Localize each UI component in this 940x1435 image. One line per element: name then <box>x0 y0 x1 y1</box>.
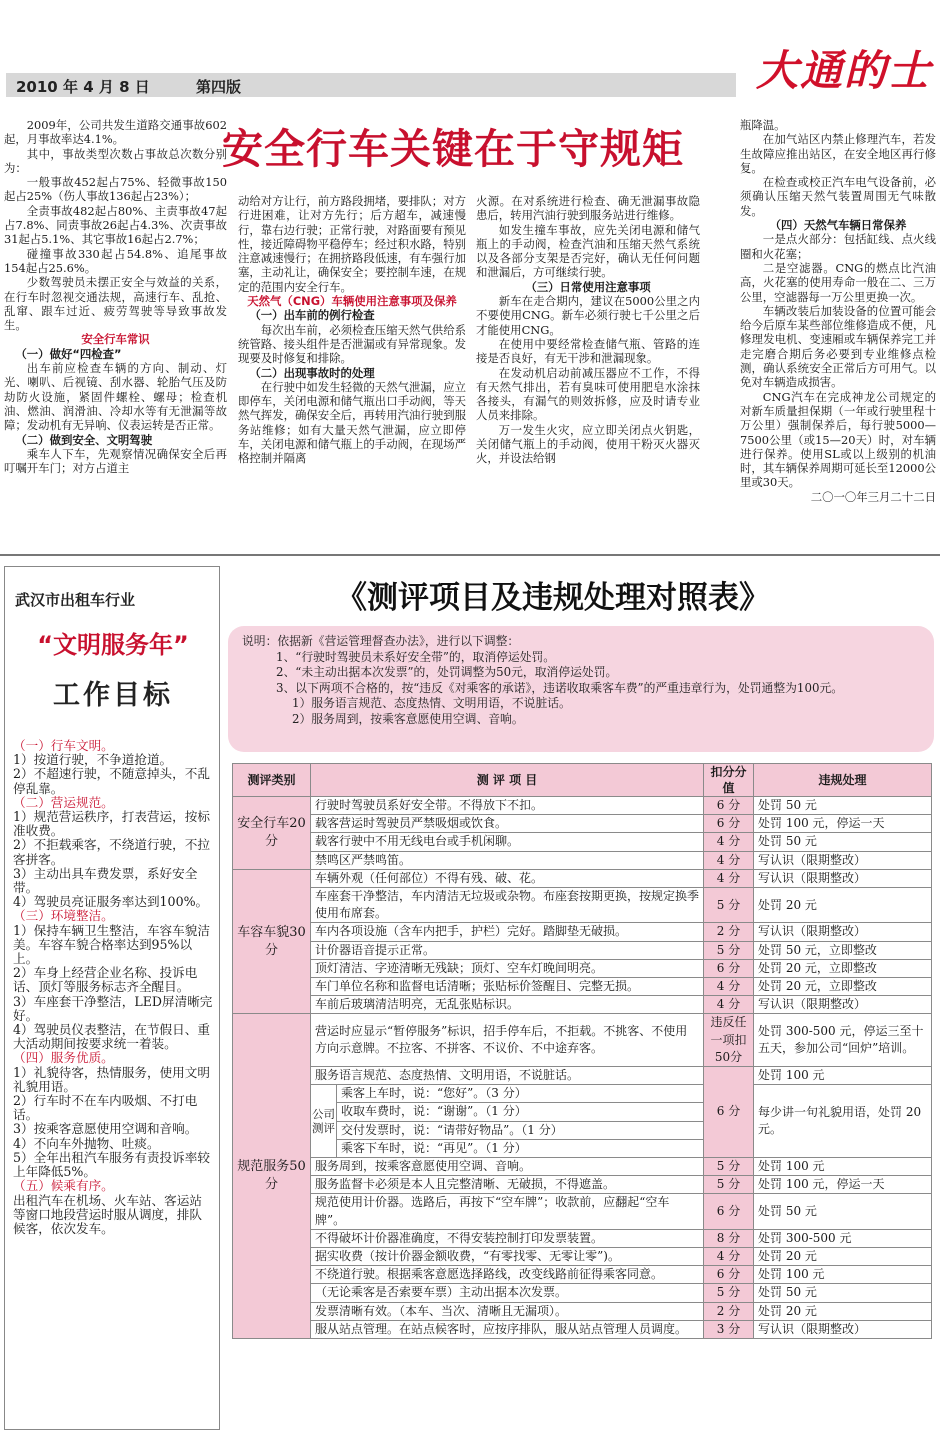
item-cell: 服务语言规范、态度热情、文明用语，不说脏话。 <box>311 1067 704 1085</box>
item-cell: 乘客上车时，说：“您好”。（3 分） <box>337 1085 704 1103</box>
item-cell: 发票清晰有效。（本车、当次、清晰且无漏项）。 <box>311 1302 704 1320</box>
penalty-cell: 处罚 20 元 <box>754 1248 932 1266</box>
table-row <box>233 833 932 851</box>
paragraph: 车辆改装后加装设备的位置可能会给今后原车某些部位维修造成不便，凡修理发电机、变速厢或车辆保养完工并走完磨合期后务必要到专业维修点检测，确认系统安全正常后方可用气。以免对车辆造成损害。 <box>740 303 936 390</box>
masthead-logo: 大通的士 <box>755 46 932 95</box>
score-cell: 6 分 <box>704 1266 754 1284</box>
table-row <box>233 1176 932 1194</box>
item-cell: 车前后玻璃清洁明亮，无乱张贴标识。 <box>311 996 704 1014</box>
goal-item: 3）按乘客意愿使用空调和音响。 <box>13 1121 198 1137</box>
item-cell: 车辆外观（任何部位）不得有残、破、花。 <box>311 869 704 887</box>
item-cell: 收取车费时，说：“谢谢”。（1 分） <box>337 1103 704 1121</box>
table-row <box>233 1302 932 1320</box>
table-row <box>233 1284 932 1302</box>
penalty-cell: 处罚 20 元，立即整改 <box>754 959 932 977</box>
penalty-cell: 处罚 20 元 <box>754 888 932 923</box>
penalty-cell: 写认识（限期整改） <box>754 869 932 887</box>
sidebar-panel <box>4 566 220 1430</box>
score-cell: 6 分 <box>704 797 754 815</box>
goal-section-heading: （四）服务优质。 <box>13 1050 114 1066</box>
score-cell: 4 分 <box>704 833 754 851</box>
score-cell: 2 分 <box>704 1302 754 1320</box>
paragraph: 在使用中要经常检查储气瓶、管路的连接是否良好，有无干涉和泄漏现象。 <box>476 336 700 366</box>
paragraph: 如发生撞车事故，应先关闭电源和储气瓶上的手动阀，检查汽油和压缩天然气系统以及各部分支架是否完好，确认无任何问题和泄漏后，方可继续行驶。 <box>476 222 700 280</box>
category-cell: 安全行车20分 <box>233 797 311 870</box>
article-column-4 <box>740 118 936 550</box>
paragraph: 其中，事故类型次数占事故总次数分别为： <box>4 146 227 175</box>
table-row <box>233 923 932 941</box>
penalty-cell: 处罚 100 元 <box>754 1266 932 1284</box>
paragraph: 少数驾驶员未摆正安全与效益的关系，在行车时忽视交通法规，高速行车、乱抢、乱窜、跟车过近、疲劳驾驶等导致事故发生。 <box>4 275 227 333</box>
item-cell: 车门单位名称和监督电话清晰；张贴标价签醒目、完整无损。 <box>311 978 704 996</box>
issue-date: 2010 年 4 月 8 日 <box>16 78 150 96</box>
table-row <box>233 1085 932 1103</box>
score-cell: 6 分 <box>704 1194 754 1229</box>
score-cell: 4 分 <box>704 1248 754 1266</box>
goal-section-heading: （二）营运规范。 <box>13 794 114 810</box>
sidebar-org: 武汉市出租车行业 <box>15 591 136 609</box>
goal-item: 4）不向车外抛物、吐痰。 <box>13 1135 160 1151</box>
item-cell: 不绕道行驶。根据乘客意愿选择路线，改变线路前征得乘客同意。 <box>311 1266 704 1284</box>
table-row <box>233 1266 932 1284</box>
section-divider <box>0 554 940 556</box>
goal-item: 1）规范营运秩序，打表营运，按标准收费。 <box>13 809 210 839</box>
item-cell: 规范使用计价器。选路后，再按下“空车牌”；收款前，应翻起“空车牌”。 <box>311 1194 704 1229</box>
paragraph: 乘车人下车，先观察情况确保安全后再叮嘱开车门；对方占道主 <box>4 446 227 476</box>
table-row <box>233 996 932 1014</box>
paragraph: 在检查或校正汽车电气设备前，必须确认压缩天然气装置周围无气味散发。 <box>740 175 936 218</box>
goal-item: 2）车身上经营企业名称、投诉电话、顶灯等服务标志齐全醒目。 <box>13 965 198 995</box>
penalty-cell: 处罚 50 元 <box>754 1284 932 1302</box>
table-row <box>233 1014 932 1067</box>
paragraph: 碰撞事故330起占54.8%、追尾事故154起占25.6%。 <box>4 246 227 275</box>
penalty-cell: 写认识（限期整改） <box>754 923 932 941</box>
score-cell: 5 分 <box>704 1158 754 1176</box>
paragraph: 万一发生火灾，应立即关闭点火钥匙，关闭储气瓶上的手动阀，使用干粉灭火器灭火，并设法给钢 <box>476 422 700 466</box>
score-cell: 2 分 <box>704 923 754 941</box>
paragraph: 在发动机启动前减压器应不工作，不得有天然气排出，若有臭味可使用肥皂水涂抹各接头，有漏气的则效拆修，应及时请专业人员来排除。 <box>476 365 700 423</box>
article-date: 二〇一〇年三月二十二日 <box>810 489 936 504</box>
date-bar <box>6 73 736 97</box>
penalty-cell: 处罚 300-500 元，停运三至十五天，参加公司“回炉”培训。 <box>754 1014 932 1067</box>
table-header-row <box>233 764 932 797</box>
article-column-3 <box>476 194 700 550</box>
score-cell: 违反任一项扣50分 <box>704 1014 754 1067</box>
score-cell: 5 分 <box>704 1176 754 1194</box>
paragraph: 2009年，公司共发生道路交通事故602起，月事故率达4.1%。 <box>4 118 227 147</box>
paragraph: 瓶降温。 <box>740 118 786 132</box>
table-row <box>233 978 932 996</box>
header-item: 测 评 项 目 <box>311 764 704 797</box>
penalty-cell: 处罚 300-500 元 <box>754 1229 932 1247</box>
note-line: 1）服务语言规范、态度热情、文明用语，不说脏话。 <box>292 696 571 711</box>
goal-item: 2）不超速行驶，不随意掉头，不乱停乱靠。 <box>13 766 210 796</box>
paragraph: 一般事故452起占75%、轻微事故150起占25%（伤人事故136起占23%）； <box>4 175 227 204</box>
score-cell: 4 分 <box>704 851 754 869</box>
table-row <box>233 888 932 923</box>
item-cell: 行驶时驾驶员系好安全带。不得放下不扣。 <box>311 797 704 815</box>
score-cell: 6 分 <box>704 959 754 977</box>
table-note <box>228 626 934 752</box>
goal-item: 1）保持车辆卫生整洁，车容车貌洁美。车容车貌合格率达到95%以上。 <box>13 922 210 967</box>
score-cell: 4 分 <box>704 869 754 887</box>
goal-item: 1）礼貌待客，热情服务，使用文明礼貌用语。 <box>13 1064 210 1094</box>
penalty-cell: 处罚 50 元 <box>754 1194 932 1229</box>
subsection-heading: （四）天然气车辆日常保养 <box>769 218 907 233</box>
paragraph: 全责事故482起占80%、主责事故47起占7.8%、同责事故26起占4.3%、次责事故31起占5.1%、其它事故16起占2.7%； <box>4 203 227 247</box>
penalty-cell: 处罚 20 元 <box>754 1302 932 1320</box>
subsection-heading: （三）日常使用注意事项 <box>525 279 651 294</box>
goal-section-heading: （一）行车文明。 <box>13 738 114 753</box>
article-column-2 <box>238 194 466 550</box>
item-cell: 载客行驶中不用无线电台或手机闲聊。 <box>311 833 704 851</box>
goal-item: 2）不拒载乘客，不绕道行驶，不拉客拼客。 <box>13 837 210 867</box>
penalty-cell: 处罚 50 元 <box>754 797 932 815</box>
penalty-cell: 处罚 100 元 <box>754 1158 932 1176</box>
goal-item: 4）驾驶员仪表整洁，在节假日、重大活动期间按要求统一着装。 <box>13 1022 210 1052</box>
header-category: 测评类别 <box>233 764 311 797</box>
page-number: 第四版 <box>196 78 242 96</box>
note-line: 2、“未主动出据本次发票”的，处罚调整为50元，取消停运处罚。 <box>276 665 618 680</box>
penalty-cell: 写认识（限期整改） <box>754 1320 932 1338</box>
item-cell: 乘客下车时，说：“再见”。（1 分） <box>337 1139 704 1157</box>
table-row <box>233 797 932 815</box>
score-cell: 4 分 <box>704 996 754 1014</box>
table-row <box>233 869 932 887</box>
item-cell: 顶灯清洁、字迹清晰无残缺；顶灯、空车灯晚间明亮。 <box>311 959 704 977</box>
goal-section-heading: （三）环境整洁。 <box>13 908 114 924</box>
paragraph: 在行驶中如发生轻微的天然气泄漏，应立即停车，关闭电源和储气瓶出口手动阀，等天然气挥发，确保安全后，再转用汽油行驶到服务站维修；如有大量天然气泄漏，应立即停车，关闭电源和储气瓶上的手动阀，在现场严格控制并隔离 <box>238 379 466 466</box>
score-cell: 8 分 <box>704 1229 754 1247</box>
sidebar-slogan: “文明服务年” <box>37 631 189 659</box>
item-cell: 车内各项设施（含车内把手，护栏）完好。踏脚垫无破损。 <box>311 923 704 941</box>
evaluation-table <box>232 763 932 1339</box>
item-cell: 服从站点管理。在站点候客时，应按序排队，服从站点管理人员调度。 <box>311 1320 704 1338</box>
table-row <box>233 1194 932 1229</box>
note-line: 3、以下两项不合格的，按“违反《对乘客的承诺》，违诺收取乘客车费”的严重违章行为，处罚通整为100元。 <box>276 680 844 695</box>
item-cell: 据实收费（按计价器金额收费，“有零找零、无零让零”)。 <box>311 1248 704 1266</box>
goal-item: 2）行车时不在车内吸烟、不打电话。 <box>13 1093 198 1123</box>
item-cell: 营运时应显示“暂停服务”标识，招手停车后，不拒载。不挑客、不使用方向示意牌。不拉客、不拼客、不议价、不中途弃客。 <box>311 1014 704 1067</box>
paragraph: 二是空滤器。CNG的燃点比汽油高，火花塞的使用寿命一般在二、三万公里，空滤器每一万公里更换一次。 <box>740 260 936 304</box>
paragraph: 每次出车前，必须检查压缩天然气供给系统管路、接头组件是否泄漏或有异常现象。发现要及时修复和排除。 <box>238 322 466 366</box>
table-row <box>233 959 932 977</box>
subsection-heading: （一）出车前的例行检查 <box>249 308 375 323</box>
item-cell: 服务监督卡必须是本人且完整清晰、无破损，不得遮盖。 <box>311 1176 704 1194</box>
subsection-heading: （二）出现事故时的处理 <box>249 365 375 380</box>
item-cell: 服务周到，按乘客意愿使用空调、音响。 <box>311 1158 704 1176</box>
paragraph: 出车前应检查车辆的方向、制动、灯光、喇叭、后视镜、刮水器、轮胎气压及防劫防火设施，紧固件螺栓、螺母；检查机油、燃油、润滑油、冷却水等有无泄漏等故障；发动机有无异响、仪表运转是否正常。 <box>4 361 227 433</box>
table-row <box>233 1067 932 1085</box>
header-penalty: 违规处理 <box>754 764 932 797</box>
score-cell: 5 分 <box>704 941 754 959</box>
item-cell: （无论乘客是否索要车票）主动出据本次发票。 <box>311 1284 704 1302</box>
goal-item: 出租汽车在机场、火车站、客运站等窗口地段营运时服从调度，排队候客，依次发车。 <box>13 1192 202 1236</box>
note-line: 说明：依据新《营运管理督查办法》，进行以下调整： <box>242 634 520 648</box>
goal-item: 3）车座套干净整洁，LED屏清晰完好。 <box>13 993 213 1023</box>
item-cell: 车座套干净整洁，车内清洁无垃圾或杂物。布座套按期更换，按规定换季使用布席套。 <box>311 888 704 923</box>
item-cell: 不得破坏计价器准确度，不得安装控制打印发票装置。 <box>311 1229 704 1247</box>
table-row <box>233 1158 932 1176</box>
penalty-cell: 每少讲一句礼貌用语，处罚 20 元。 <box>754 1085 932 1158</box>
category-cell: 车容车貌30分 <box>233 869 311 1014</box>
subcategory-cell: 公司测评 <box>311 1085 337 1158</box>
paragraph: 一是点火部分：包括缸线、点火线圈和火花塞； <box>740 232 936 261</box>
page-header <box>0 0 940 100</box>
item-cell: 禁鸣区严禁鸣笛。 <box>311 851 704 869</box>
score-cell: 5 分 <box>704 888 754 923</box>
score-cell: 4 分 <box>704 978 754 996</box>
score-cell: 5 分 <box>704 1284 754 1302</box>
item-cell: 交付发票时，说：“请带好物品”。（1 分） <box>337 1121 704 1139</box>
goal-item: 5）全年出租汽车服务有责投诉率较上年降低5%。 <box>13 1149 210 1180</box>
penalty-cell: 处罚 100 元 <box>754 1067 932 1085</box>
penalty-cell: 处罚 50 元 <box>754 833 932 851</box>
penalty-cell: 处罚 100 元，停运一天 <box>754 815 932 833</box>
paragraph: 动给对方让行，前方路段拥堵，要排队；对方行进困难，让对方先行；后方超车，减速慢行，靠右边行驶；正常行驶，对路面要有预见性，接近障碍物平稳停车；经过积水路，特别注意减速慢行；在拥挤路段低速，有车强行加塞，主动礼让，确保安全；要控制车速，在规定的范围内安全行车。 <box>238 194 466 294</box>
table-row <box>233 851 932 869</box>
header-score: 扣分分值 <box>704 764 754 797</box>
article-title: 安全行车关键在于守规矩 <box>222 125 684 173</box>
penalty-cell: 写认识（限期整改） <box>754 996 932 1014</box>
item-cell: 载客营运时驾驶员严禁吸烟或饮食。 <box>311 815 704 833</box>
score-cell: 3 分 <box>704 1320 754 1338</box>
item-cell: 计价器语音提示正常。 <box>311 941 704 959</box>
sidebar-goal-list <box>13 739 213 1236</box>
note-line: 2）服务周到，按乘客意愿使用空调、音响。 <box>292 711 524 726</box>
table-row <box>233 1248 932 1266</box>
table-row <box>233 1229 932 1247</box>
paragraph: 火源。在对系统进行检查、确无泄漏事故隐患后，转用汽油行驶到服务站进行维修。 <box>476 194 700 223</box>
penalty-cell: 处罚 100 元，停运一天 <box>754 1176 932 1194</box>
paragraph: CNG汽车在完成神龙公司规定的对新车质量担保期（一年或行驶里程十万公里）强制保养后，每行驶5000—7500公里（或15—20天）时，对车辆进行保养。使用SL或以上级别的机油时，其车辆保养周期可延长至12000公里或30天。 <box>740 389 936 490</box>
sidebar-goal-title: 工作目标 <box>53 680 173 711</box>
subsection-heading: （二）做到安全、文明驾驶 <box>15 432 153 447</box>
penalty-cell: 处罚 20 元，立即整改 <box>754 978 932 996</box>
table-row <box>233 815 932 833</box>
category-cell: 规范服务50分 <box>233 1014 311 1339</box>
paragraph: 在加气站区内禁止修理汽车，若发生故障应推出站区，在安全地区再行修复。 <box>740 132 936 175</box>
paragraph: 新车在走合期内，建议在5000公里之内不要使用CNG。新车必须行驶七千公里之后才能使用CNG。 <box>476 294 700 337</box>
table-row <box>233 941 932 959</box>
goal-section-heading: （五）候乘有序。 <box>13 1178 114 1194</box>
penalty-cell: 处罚 50 元，立即整改 <box>754 941 932 959</box>
score-cell: 6 分 <box>704 1067 754 1158</box>
goal-item: 1）按道行驶，不争道抢道。 <box>13 752 173 768</box>
penalty-cell: 写认识（限期整改） <box>754 851 932 869</box>
section-heading: 天然气（CNG）车辆使用注意事项及保养 <box>247 294 457 309</box>
subsection-heading: （一）做好“四检查” <box>15 346 122 361</box>
goal-item: 4）驾驶员亮证服务率达到100%。 <box>13 894 209 910</box>
score-cell: 6 分 <box>704 815 754 833</box>
note-line: 1、“行驶时驾驶员未系好安全带”的，取消停运处罚。 <box>276 649 556 664</box>
article-column-1 <box>4 118 227 550</box>
goal-item: 3）主动出具车费发票，系好安全带。 <box>13 865 198 896</box>
table-row <box>233 1320 932 1338</box>
table-title: 《测评项目及违规处理对照表》 <box>336 580 770 616</box>
section-heading: 安全行车常识 <box>81 332 150 347</box>
